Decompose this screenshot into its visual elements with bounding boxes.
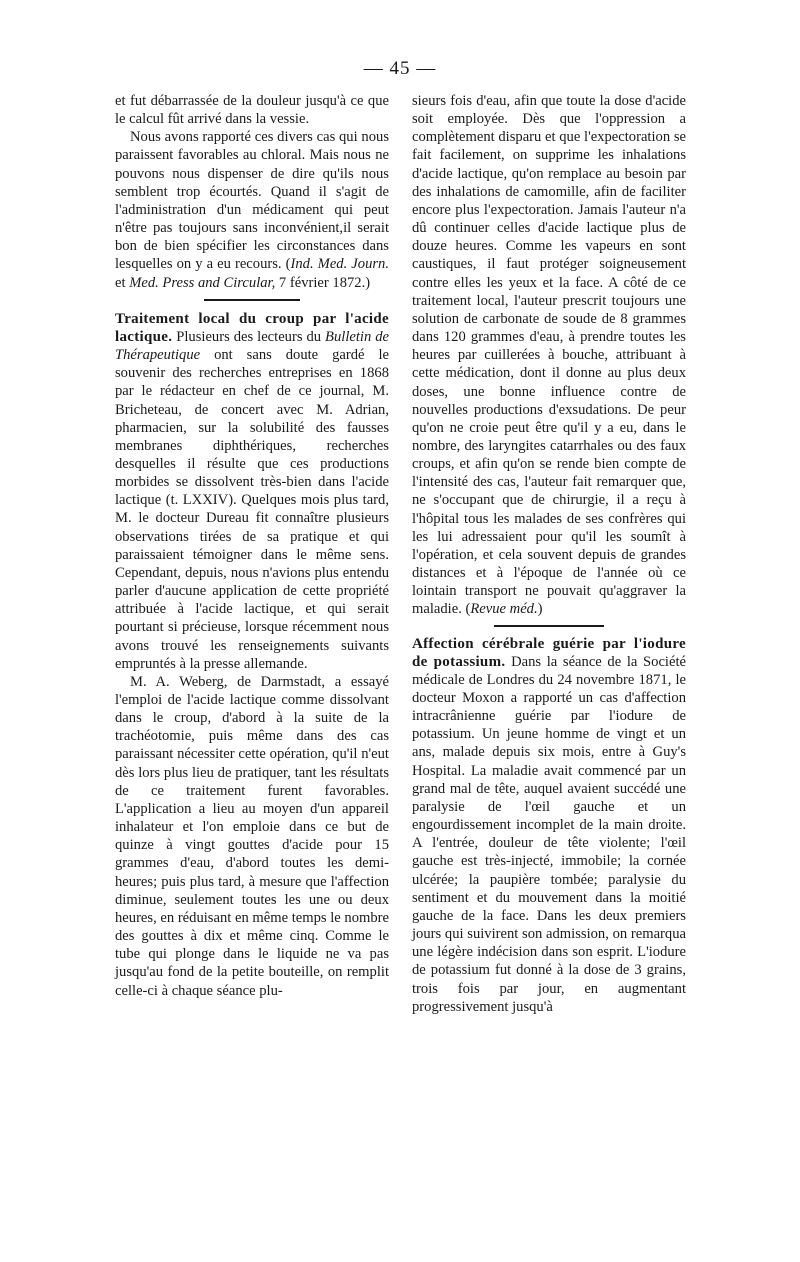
croup-intro-text-b: ont sans doute gardé le souvenir des recherches entreprises en 1868 par le rédacteur en chef de ce journal, M. Bricheteau, de concert avec M. Adrian, pharmacien, sur la solubilité des fausses membranes diphthériques, recherches desquelles il résulte que ces productions morbides se dissolvent très-bien dans l'acide lactique (t. LXXIV). Quelques mois plus tard, M. le docteur Dureau fit connaître plusieurs observations tirées de sa pratique et qui paraissaient témoigner dans le même sens. Cependant, depuis, nous n'avions plus entendu parler d'aucune application de cette propriété attribuée à l'acide lactique, et qui serait pourtant si précieuse, lorsque récemment nous avons trouvé les renseignements suivants empruntés à la presse allemande. [115,347,389,672]
right-column [412,92,686,1016]
article-title-cerebral: Affection cérébrale guérie par l'iodure de potassium. [412,635,686,670]
croup-intro-text-a: Plusieurs des lecteurs du [172,328,326,345]
source-conjunction: et [115,274,130,291]
source-date: 7 février 1872.) [275,274,371,291]
chloral-comment-text: Nous avons rapporté ces divers cas qui nous paraissent favorables au chloral. Mais nous ne pouvons nous dispenser de dire qu'ils nous semblent trop écourtés. Quand il s'agit de l'administration d'un médicament qui peut n'être pas toujours sans inconvénient,il serait bon de bien spécifier les circonstances dans lesquelles on y a eu recours. ( [115,129,389,273]
section-divider [204,299,300,301]
source-revue-med: Revue méd. [470,601,538,618]
source-ind-med-journ: Ind. Med. Journ. [290,256,389,273]
cerebral-text: Dans la séance de la Société médicale de Londres du 24 novembre 1871, le docteur Moxon a rapporté un cas d'affection intracrânienne guérie par l'iodure de potassium. Un jeune homme de vingt et un ans, malade depuis six mois, entre à Guy's Hospital. La maladie avait commencé par un grand mal de tête, auquel avaient succédé une paralysie de l'œil gauche et un engourdissement incomplet de la main droite. A l'entrée, douleur de tête violente; l'œil gauche est très-injecté, immobile; la cornée ulcérée; la paupière tombée; paralysie du sentiment et du mouvement dans la moitié gauche de la face. Dans les deux premiers jours qui suivirent son admission, on remarqua une légère indécision dans son esprit. L'iodure de potassium fut donné à la dose de 3 grains, trois fois par jour, en augmentant progressivement jusqu'à [412,653,686,1015]
paragraph-weberg: M. A. Weberg, de Darmstadt, a essayé l'emploi de l'acide lactique comme dissolvant dans le croup, d'abord à la suite de la trachéotomie, puis même dans des cas paraissant nécessiter cette opération, qu'il n'eut dès lors plus lieu de pratiquer, tant les résultats de ce traitement furent favorables. L'application a lieu au moyen d'un appareil inhalateur et l'on emploie dans ce but de quinze à vingt gouttes d'acide pour 15 grammes d'eau, d'abord toutes les demi-heures; puis plus tard, à mesure que l'affection diminue, seulement toutes les une ou deux heures, en réduisant en même temps le nombre des gouttes à dix et même cinq. Comme le tube qui plonge dans le liquide ne va pas jusqu'au fond de la petite bouteille, on remplit celle-ci à chaque séance plu- [115,673,389,999]
paragraph-croup-intro [115,310,389,673]
journal-bulletin-therapeutique: Bulletin de Thérapeutique [115,328,389,364]
section-divider [494,625,604,627]
paragraph-kidney-stone-end: et fut débarrassée de la douleur jusqu'à ce que le calcul fût arrivé dans la vessie. [115,93,389,128]
paragraph-cerebral-affection [412,635,686,1016]
paragraph-croup-continued [412,92,686,619]
source-close: ) [537,601,543,618]
croup-continued-text: sieurs fois d'eau, afin que toute la dose d'acide soit employée. Dès que l'oppression a complètement disparu et que l'expectoration se fait facilement, on supprime les inhalations d'acide lactique, qu'on remplace au besoin par des inhalations de camomille, afin de faciliter encore plus l'expectoration. Jamais l'auteur n'a dû continuer celles d'acide lactique plus de douze heures. Comme les vapeurs en sont caustiques, il faut protéger soigneusement contre elles les yeux et la face. A côté de ce traitement local, l'auteur prescrit toujours une solution de carbonate de soude de 8 grammes dans 120 grammes d'eau, à prendre toutes les heures par cuillerées à bouche, attribuant à cette médication, dont il donne au plus deux doses, une bonne influence contre de nouvelles productions d'exsudations. De peur qu'on ne croie peut être qu'il y a eu, dans le nombre, des laryngites catarrhales ou des faux croups, et afin qu'on se rende bien compte de l'intensité des cas, l'auteur fait remarquer que, ne s'occupant que de chirurgie, il a reçu à l'hôpital tous les malades de ses confrères qui les lui adressaient pour qu'il les soumît à l'opération, et cela souvent depuis de grandes distances et à l'époque de l'année où ce lointain transport ne pouvait qu'aggraver la maladie. ( [412,93,686,618]
left-column [115,92,389,1000]
paragraph-chloral-comment [115,128,389,291]
source-med-press: Med. Press and Circular, [129,274,276,291]
article-title-croup: Traitement local du croup par l'acide lactique. [115,310,389,345]
page-number: — 45 — [363,58,437,79]
